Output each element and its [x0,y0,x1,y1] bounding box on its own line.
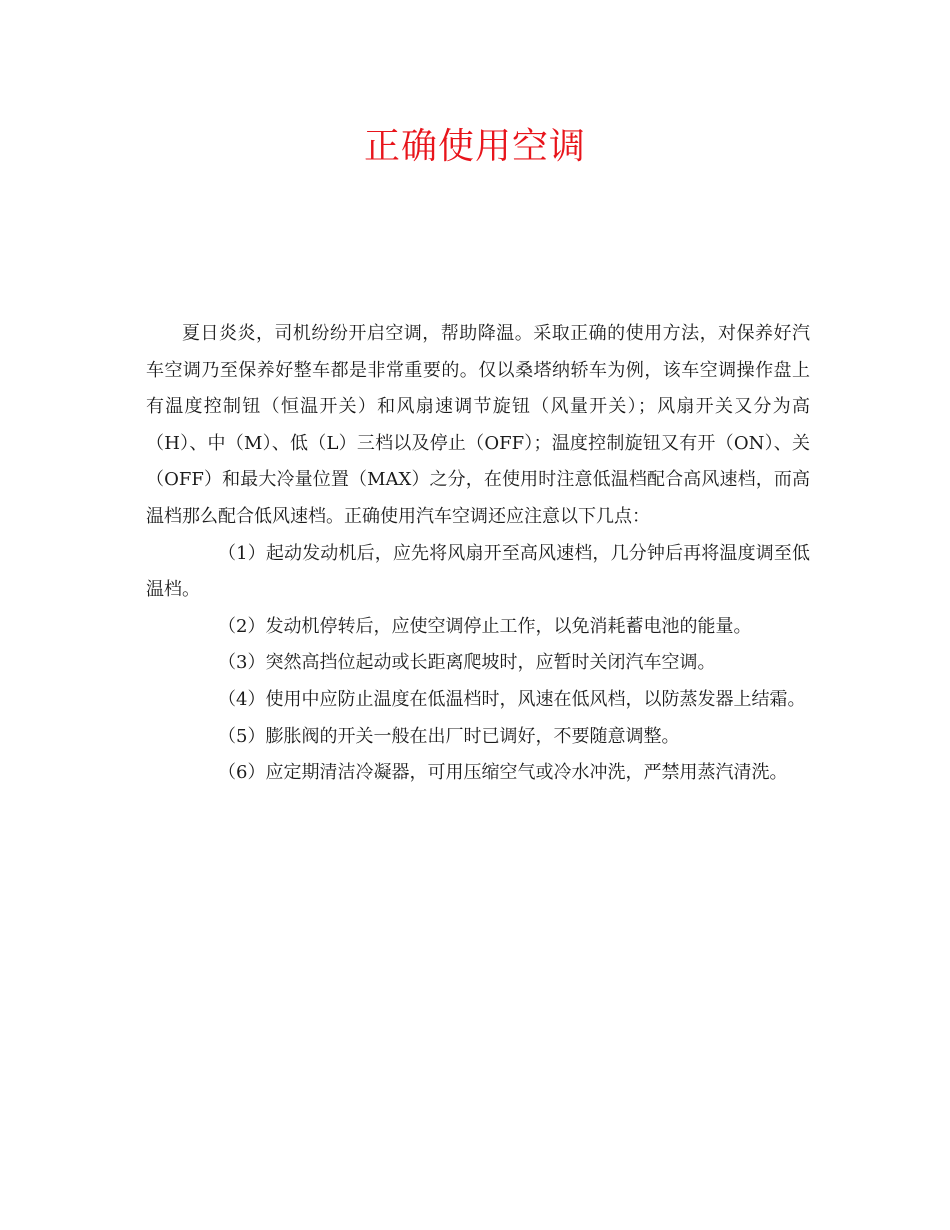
list-item: （1）起动发动机后，应先将风扇开至高风速档，几分钟后再将温度调至低温档。 [146,542,810,601]
document-body [146,316,810,792]
list-item: （5）膨胀阀的开关一般在出厂时已调好，不要随意调整。 [218,725,680,747]
intro-paragraph: 夏日炎炎，司机纷纷开启空调，帮助降温。采取正确的使用方法，对保养好汽车空调乃至保养好整车都是非常重要的。仅以桑塔纳轿车为例，该车空调操作盘上有温度控制钮（恒温开关）和风扇速调节旋钮（风量开关）；风扇开关又分为高（H）、中（M）、低（L）三档以及停止（OFF）；温度控制旋钮又有开（ON）、关（OFF）和最大冷量位置（MAX）之分，在使用时注意低温档配合高风速档，而高温档那么配合低风速档。正确使用汽车空调还应注意以下几点： [146,323,810,527]
list-item: （2）发动机停转后，应使空调停止工作，以免消耗蓄电池的能量。 [218,615,752,637]
list-item: （4）使用中应防止温度在低温档时，风速在低风档，以防蒸发器上结霜。 [218,688,806,710]
list-item: （3）突然高挡位起动或长距离爬坡时，应暂时关闭汽车空调。 [218,652,716,674]
document-title: 正确使用空调 [363,126,586,167]
list-item: （6）应定期清洁冷凝器，可用压缩空气或冷水冲洗，严禁用蒸汽清洗。 [218,762,788,784]
